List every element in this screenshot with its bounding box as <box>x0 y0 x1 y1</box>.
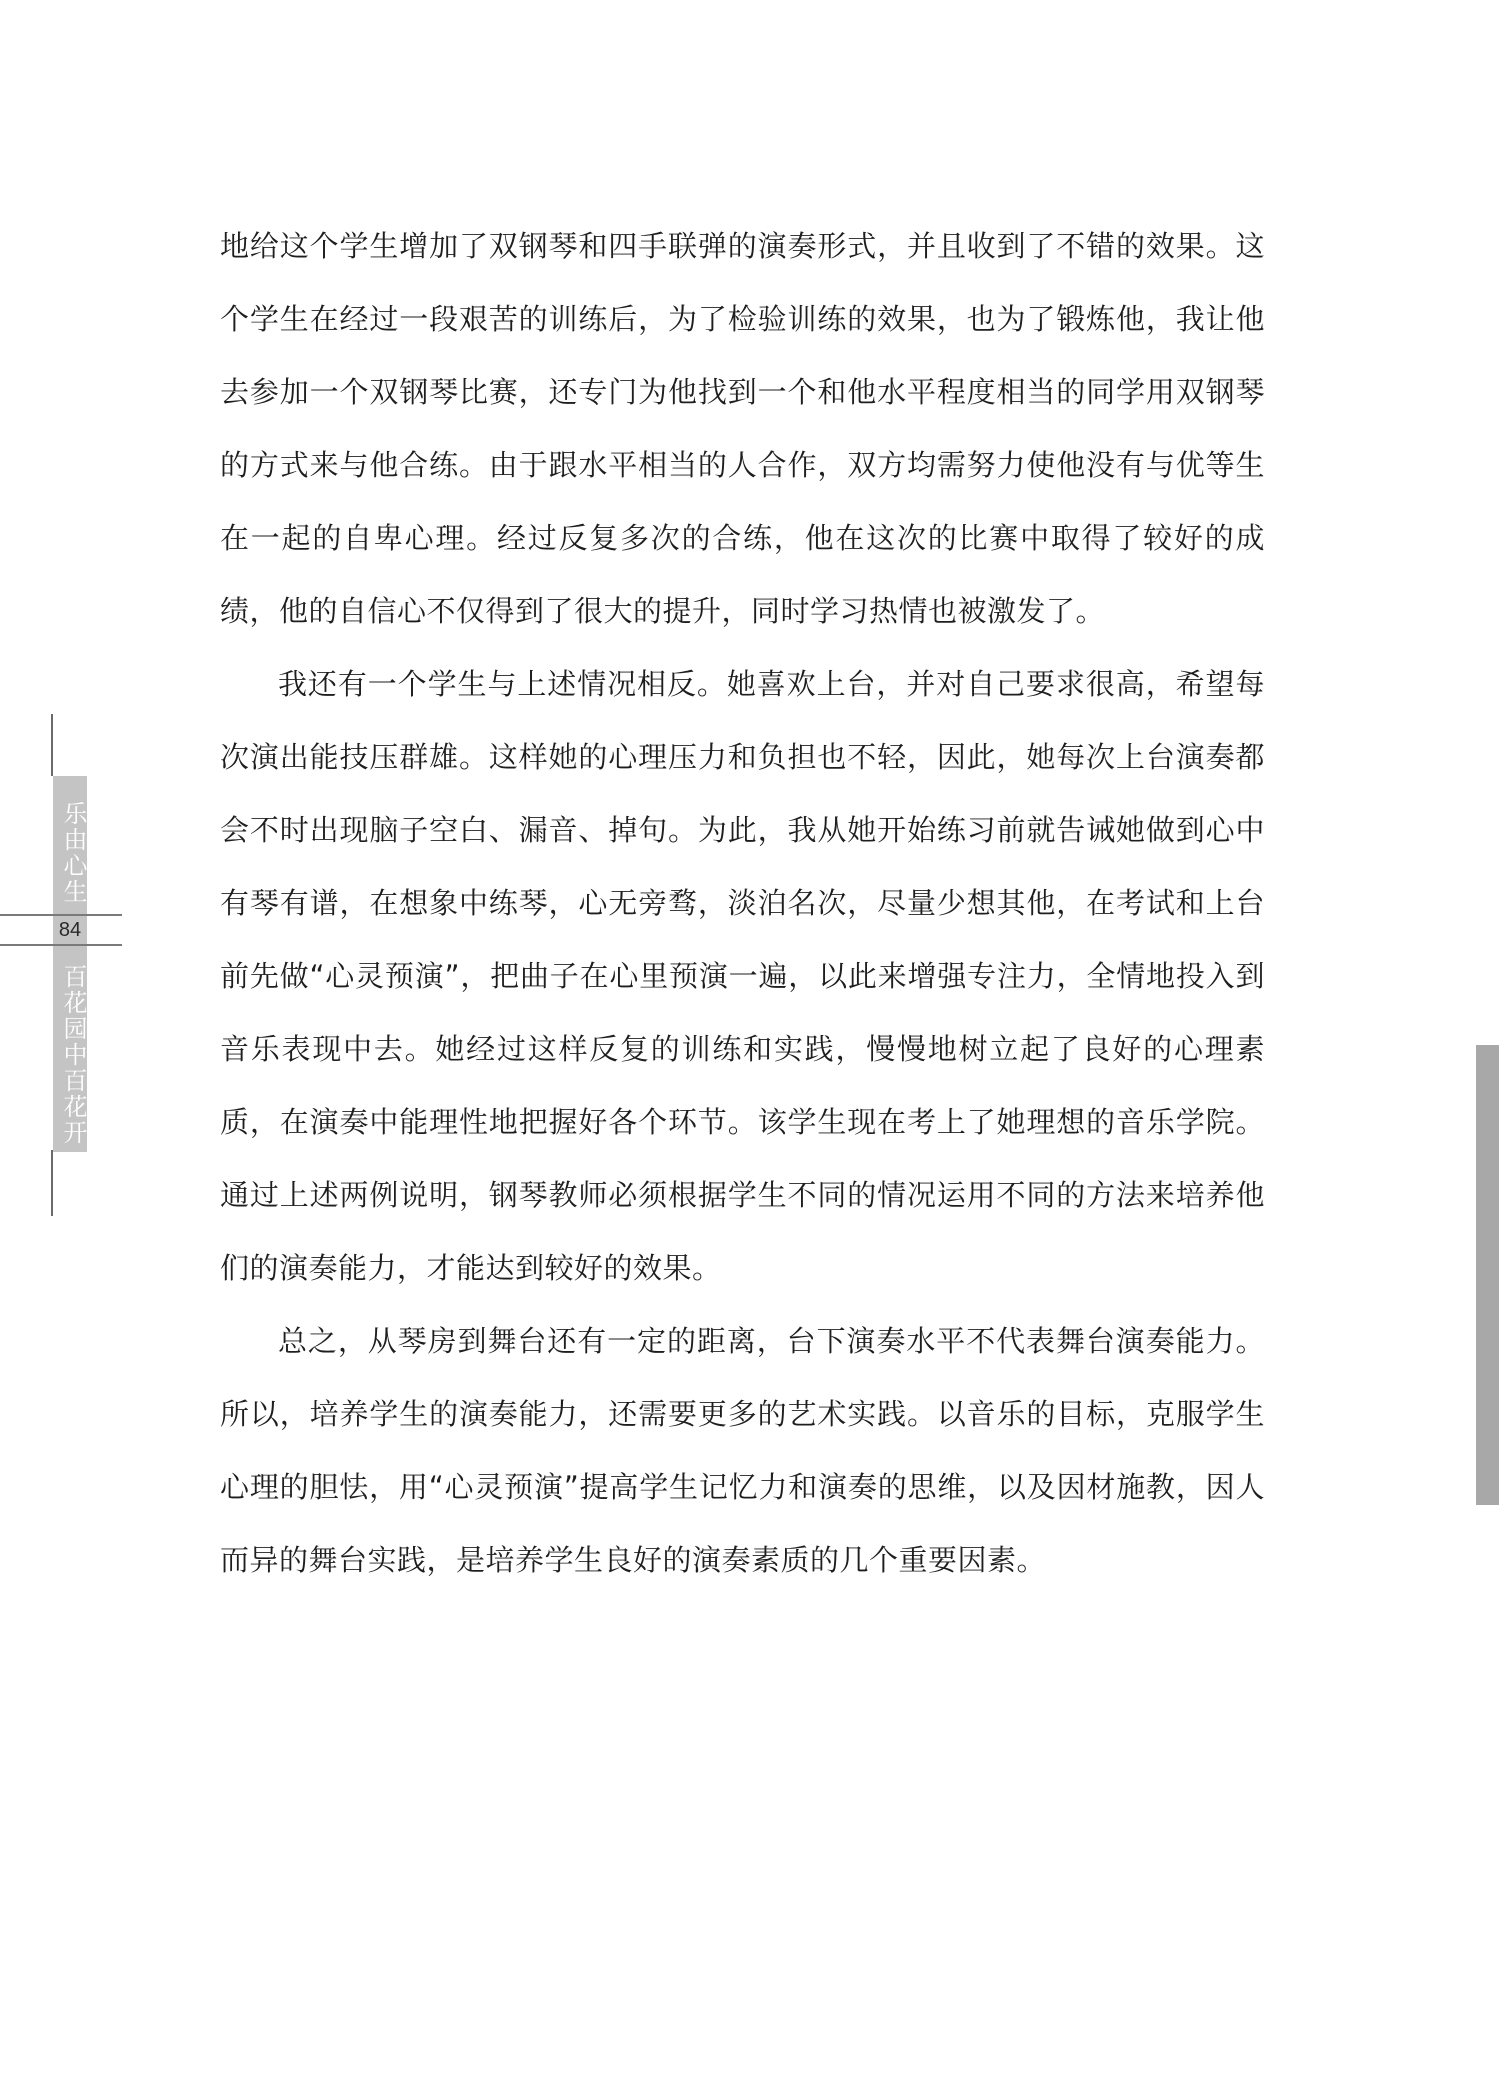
margin-rule-bottom <box>51 1150 53 1216</box>
book-title-tab: 乐由心生 <box>53 776 87 914</box>
section-title-tab: 百花园中百花开 <box>53 946 87 1152</box>
paragraph-3: 总之，从琴房到舞台还有一定的距离，台下演奏水平不代表舞台演奏能力。所以，培养学生的演奏能力，还需要更多的艺术实践。以音乐的目标，克服学生心理的胆怯，用“心灵预演”提高学生记忆力和演奏的思维，以及因材施教，因人而异的舞台实践，是培养学生良好的演奏素质的几个重要因素。 <box>220 1324 1265 1577</box>
paragraph-1: 地给这个学生增加了双钢琴和四手联弹的演奏形式，并且收到了不错的效果。这个学生在经过一段艰苦的训练后，为了检验训练的效果，也为了锻炼他，我让他去参加一个双钢琴比赛，还专门为他找到一个和他水平程度相当的同学用双钢琴的方式来与他合练。由于跟水平相当的人合作，双方均需努力使他没有与优等生在一起的自卑心理。经过反复多次的合练，他在这次的比赛中取得了较好的成绩，他的自信心不仅得到了很大的提升，同时学习热情也被激发了。 <box>220 229 1265 628</box>
edge-thumb-bar <box>1476 1045 1499 1505</box>
paragraph-2: 我还有一个学生与上述情况相反。她喜欢上台，并对自己要求很高，希望每次演出能技压群雄。这样她的心理压力和负担也不轻，因此，她每次上台演奏都会不时出现脑子空白、漏音、掉句。为此，我从她开始练习前就告诫她做到心中有琴有谱，在想象中练琴，心无旁骛，淡泊名次，尽量少想其他，在考试和上台前先做“心灵预演”，把曲子在心里预演一遍，以此来增强专注力，全情地投入到音乐表现中去。她经过这样反复的训练和实践，慢慢地树立起了良好的心理素质，在演奏中能理性地把握好各个环节。该学生现在考上了她理想的音乐学院。通过上述两例说明，钢琴教师必须根据学生不同的情况运用不同的方法来培养他们的演奏能力，才能达到较好的效果。 <box>220 667 1265 1285</box>
body-text <box>220 210 1265 1597</box>
margin-rule-top <box>51 714 53 776</box>
page-number: 84 <box>53 916 87 944</box>
